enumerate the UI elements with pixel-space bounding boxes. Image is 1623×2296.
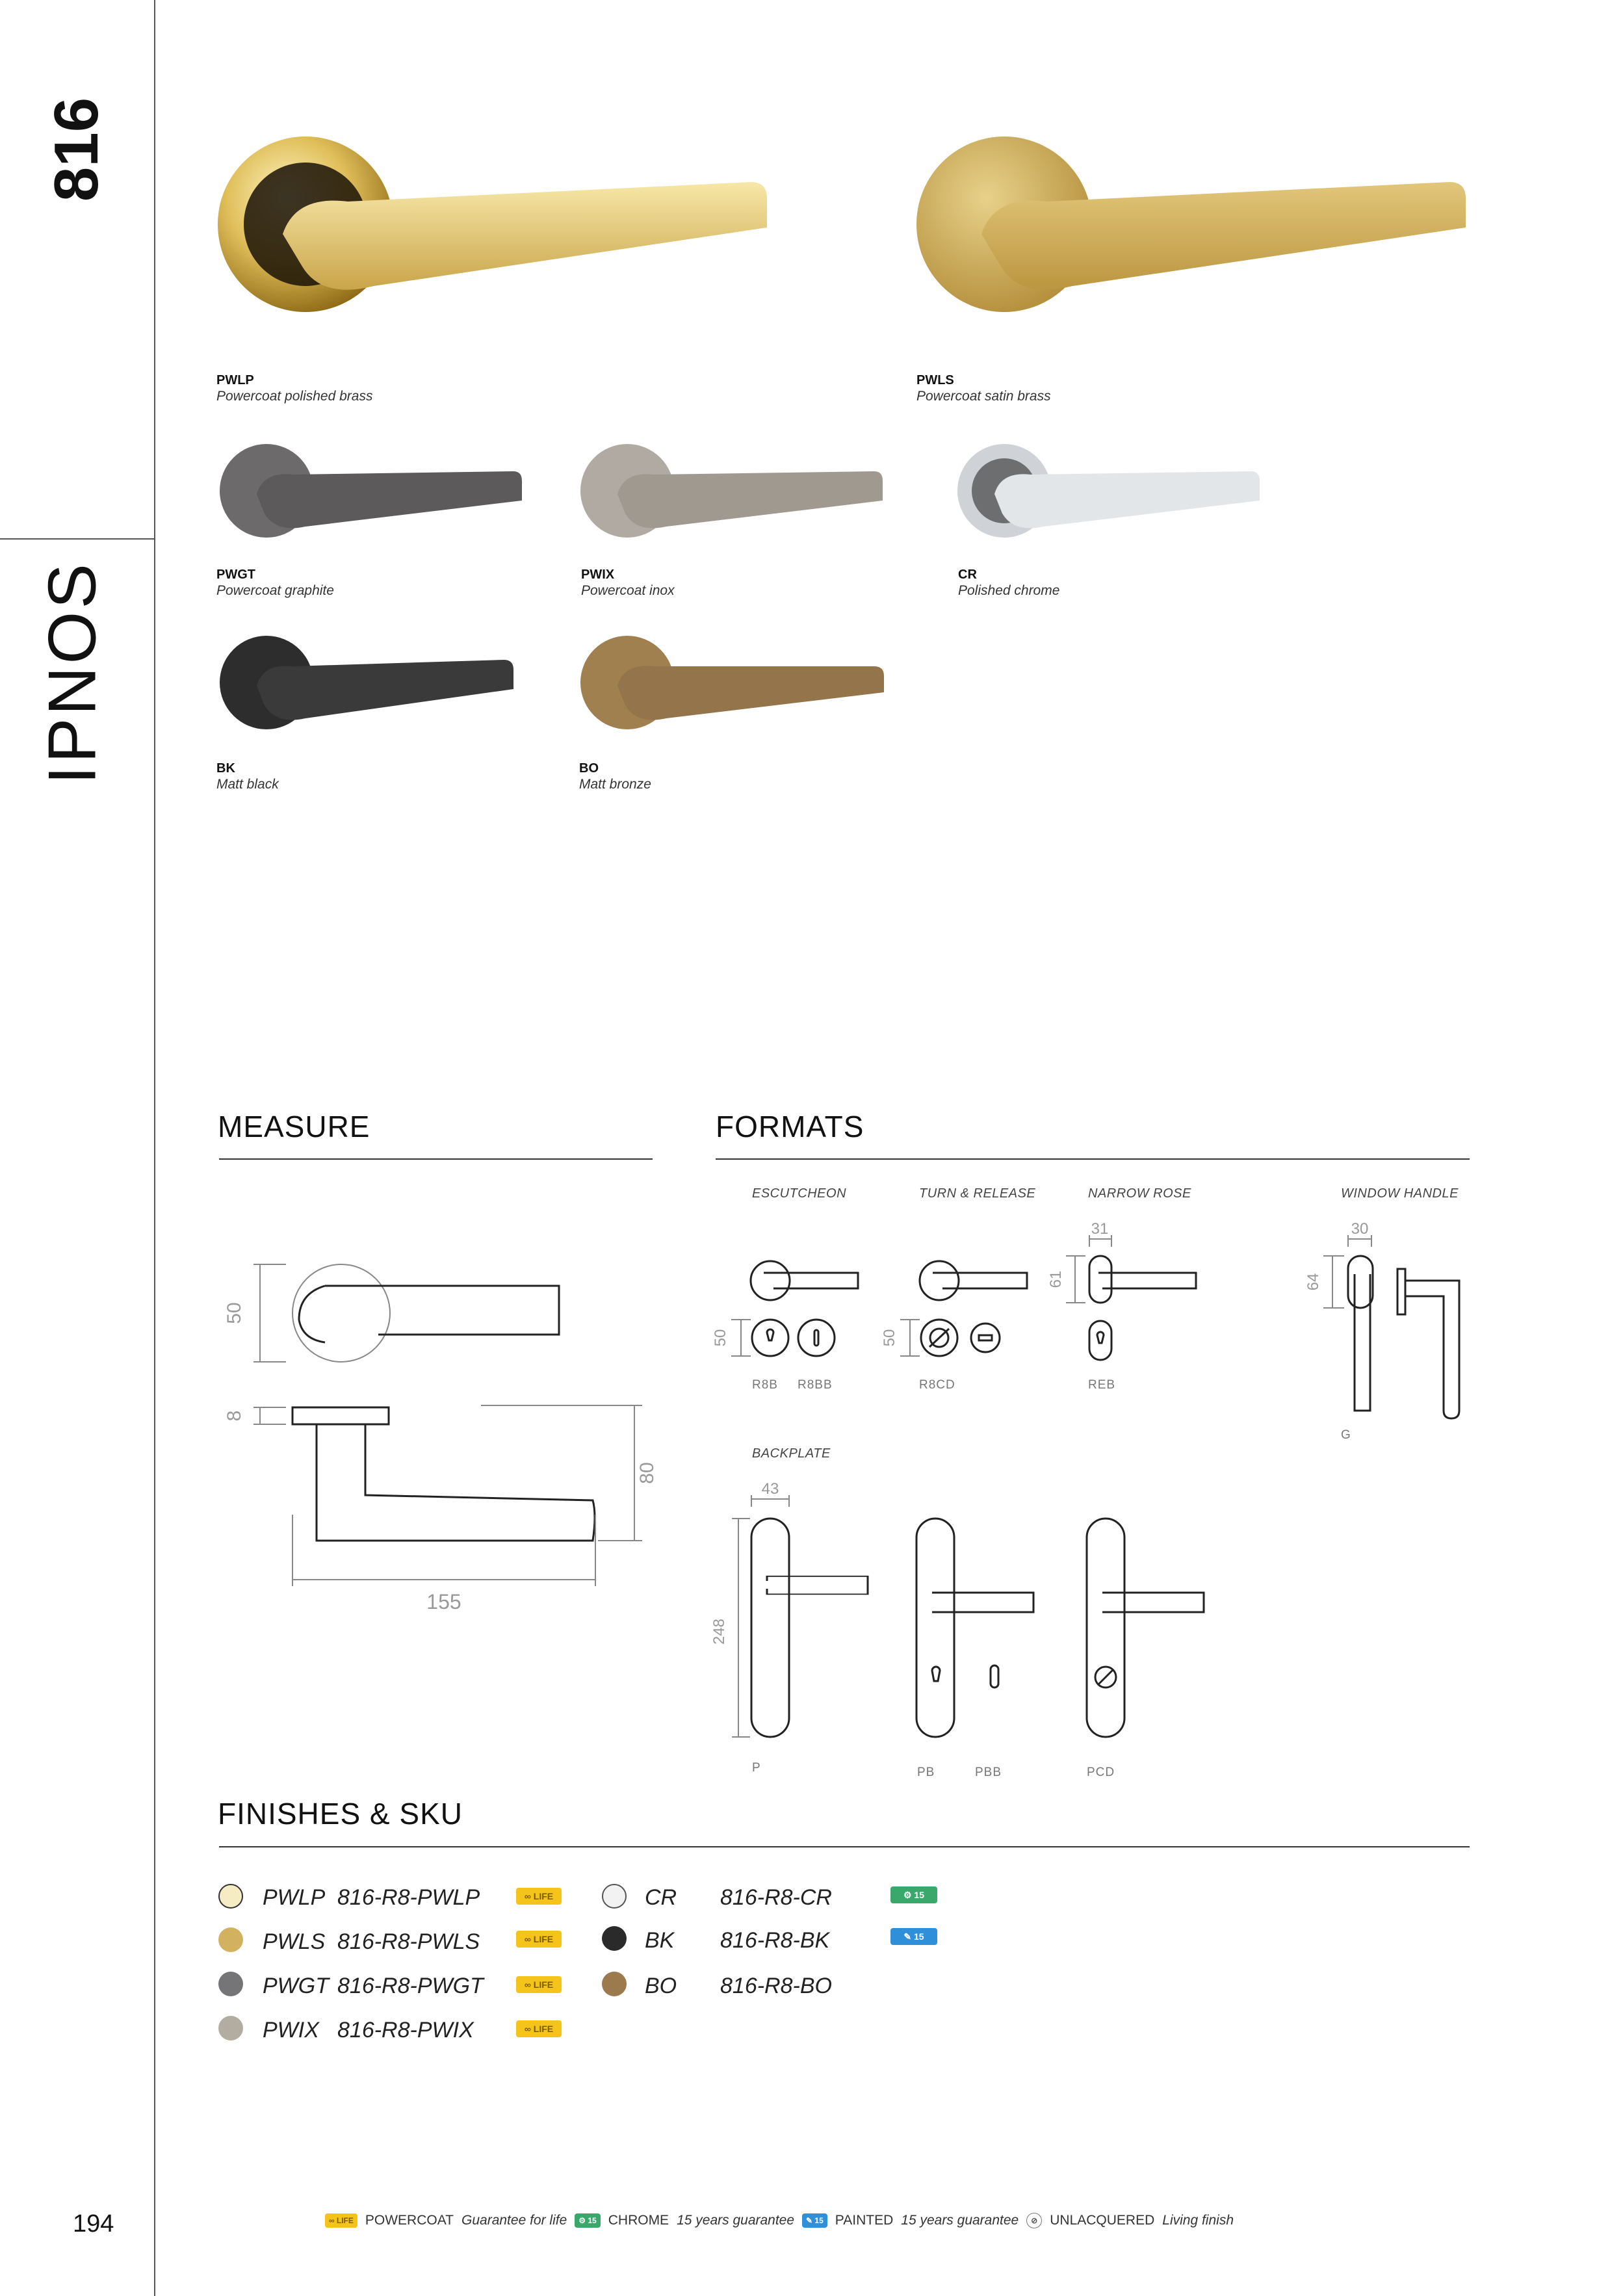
handle-image-cr (955, 429, 1267, 559)
swatch-pwls (218, 1927, 243, 1952)
legend-name: UNLACQUERED (1050, 2213, 1155, 2228)
measure-drawing (221, 1235, 676, 1612)
finish-code: BO (645, 1974, 677, 1998)
measure-title: MEASURE (218, 1110, 370, 1143)
formats-title: FORMATS (716, 1110, 864, 1143)
dim-length: 155 (426, 1590, 461, 1613)
backplate-drawing (708, 1476, 1228, 1749)
dim-rose-thickness: 8 (224, 1410, 245, 1422)
product-name: Matt black (216, 777, 279, 792)
swatch-cr (602, 1884, 627, 1909)
powercoat-badge: ∞ LIFE (516, 1888, 562, 1905)
handle-image-bo (578, 621, 890, 751)
product-name: Matt bronze (579, 777, 651, 792)
window-handle-dim-h: 64 (1305, 1273, 1322, 1291)
product-code: PWLP (216, 373, 254, 387)
finish-sku: 816-R8-BO (720, 1974, 832, 1998)
finish-sku: 816-R8-PWGT (337, 1974, 484, 1998)
format-code: R8BB (798, 1378, 833, 1392)
page-number: 194 (73, 2210, 114, 2237)
product-name: Powercoat inox (581, 583, 675, 598)
backplate-dim-h: 248 (710, 1618, 728, 1645)
product-code: BO (579, 761, 599, 776)
sidebar-divider (154, 0, 155, 2296)
finish-sku: 816-R8-PWLS (337, 1929, 480, 1954)
handle-image-pwgt (218, 429, 530, 559)
family-name: IPNOS (34, 561, 110, 785)
turn-release-dim: 50 (881, 1329, 898, 1347)
narrow-rose-dim-w: 31 (1091, 1220, 1109, 1238)
format-label: TURN & RELEASE (919, 1186, 1036, 1201)
finish-code: BK (645, 1928, 675, 1953)
finish-sku: 816-R8-PWLP (337, 1885, 480, 1910)
product-code: PWLS (916, 373, 954, 387)
format-code: P (752, 1761, 761, 1775)
product-code: PWIX (581, 567, 615, 582)
chrome-icon: ⚙ 15 (575, 2213, 600, 2228)
format-code: PCD (1087, 1766, 1115, 1779)
swatch-pwgt (218, 1972, 243, 1996)
handle-image-pwix (578, 429, 890, 559)
product-name: Powercoat polished brass (216, 389, 373, 404)
swatch-pwlp (218, 1884, 243, 1909)
finish-code: PWLS (263, 1929, 326, 1954)
finish-sku: 816-R8-CR (720, 1885, 832, 1910)
powercoat-badge: ∞ LIFE (516, 1976, 562, 1993)
escutcheon-dim: 50 (712, 1329, 729, 1347)
finish-code: CR (645, 1885, 677, 1910)
backplate-dim-w: 43 (761, 1480, 779, 1498)
swatch-pwix (218, 2016, 243, 2041)
product-name: Powercoat satin brass (916, 389, 1051, 404)
legend-name: CHROME (608, 2213, 669, 2228)
sidebar-separator (0, 538, 155, 540)
format-code: R8CD (919, 1378, 955, 1392)
window-handle-drawing (1300, 1216, 1482, 1437)
powercoat-badge: ∞ LIFE (516, 1931, 562, 1948)
finish-code: PWGT (263, 1974, 329, 1998)
product-code: PWGT (216, 567, 255, 582)
chrome-badge: ⚙ 15 (890, 1886, 937, 1903)
dim-height: 80 (636, 1462, 658, 1484)
format-code: PB (917, 1766, 935, 1779)
legend-desc: Living finish (1162, 2213, 1234, 2228)
format-label: NARROW ROSE (1088, 1186, 1191, 1201)
measure-rule (219, 1158, 653, 1160)
finish-sku: 816-R8-BK (720, 1928, 830, 1953)
formats-rule (716, 1158, 1470, 1160)
format-code: R8B (752, 1378, 778, 1392)
narrow-rose-drawing (1040, 1216, 1209, 1378)
painted-badge: ✎ 15 (890, 1928, 937, 1945)
guarantee-legend (325, 2213, 1234, 2228)
series-number: 816 (42, 97, 111, 202)
turn-release-drawing (871, 1235, 1040, 1378)
format-label: WINDOW HANDLE (1341, 1186, 1459, 1201)
narrow-rose-dim-h: 61 (1047, 1270, 1065, 1288)
handle-image-pwls (916, 104, 1488, 358)
handle-image-pwlp (218, 104, 790, 358)
format-label: BACKPLATE (752, 1446, 831, 1461)
legend-desc: 15 years guarantee (901, 2213, 1019, 2228)
powercoat-icon: ∞ LIFE (325, 2213, 357, 2228)
finishes-title: FINISHES & SKU (218, 1797, 463, 1831)
finish-code: PWLP (263, 1885, 326, 1910)
format-code: PBB (975, 1766, 1002, 1779)
powercoat-badge: ∞ LIFE (516, 2020, 562, 2037)
painted-icon: ✎ 15 (802, 2213, 827, 2228)
product-code: BK (216, 761, 235, 776)
legend-desc: 15 years guarantee (677, 2213, 795, 2228)
format-label: ESCUTCHEON (752, 1186, 847, 1201)
finish-code: PWIX (263, 2018, 319, 2042)
dim-rose: 50 (224, 1302, 245, 1324)
window-handle-dim-w: 30 (1351, 1220, 1369, 1238)
legend-name: PAINTED (835, 2213, 894, 2228)
legend-desc: Guarantee for life (461, 2213, 567, 2228)
product-name: Powercoat graphite (216, 583, 334, 598)
handle-image-bk (218, 621, 530, 751)
finish-sku: 816-R8-PWIX (337, 2018, 474, 2042)
product-name: Polished chrome (958, 583, 1060, 598)
escutcheon-drawing (702, 1235, 871, 1378)
legend-name: POWERCOAT (365, 2213, 454, 2228)
unlacquered-icon: ⊘ (1026, 2213, 1042, 2228)
swatch-bk (602, 1926, 627, 1951)
swatch-bo (602, 1972, 627, 1996)
product-code: CR (958, 567, 977, 582)
format-code: REB (1088, 1378, 1116, 1392)
finishes-rule (219, 1846, 1470, 1847)
format-code: G (1341, 1428, 1351, 1442)
